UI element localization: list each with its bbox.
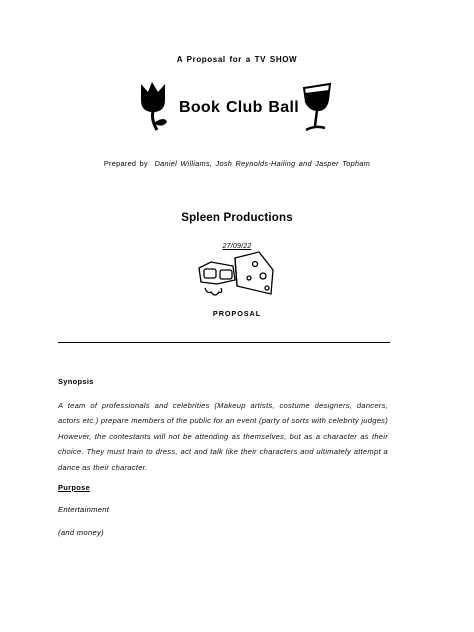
- company-date: 27/09/22: [222, 243, 252, 250]
- rose-icon: [137, 80, 173, 132]
- company-logo: [197, 250, 277, 304]
- document-subtitle: A Proposal for a TV SHOW: [176, 55, 298, 64]
- wine-glass-icon: [298, 82, 334, 134]
- purpose-line-1: Entertainment: [58, 505, 110, 514]
- show-title: Book Club Ball: [179, 99, 299, 116]
- prepared-names: Daniel Williams, Josh Reynolds-Hailing and Jasper Topham: [154, 159, 371, 168]
- divider: [58, 342, 390, 343]
- prepared-prefix: Prepared by: [103, 159, 148, 168]
- synopsis-heading: Synopsis: [58, 377, 94, 386]
- purpose-line-2: (and money): [58, 528, 104, 537]
- company-name: Spleen Productions: [181, 212, 293, 224]
- synopsis-text: A team of professionals and celebrities (Makeup artists, costume designers, dancers, actors etc.) prepare members of the public for an event (party of sorts with celebrity judges) However, the contestants will not be attending as themselves, but as a character as their choice. They must train to dress, act and talk like their characters and ultimately attempt a dance as their character.: [58, 401, 388, 472]
- purpose-heading: Purpose: [58, 483, 91, 492]
- prepared-by: [0, 159, 474, 168]
- proposal-label: PROPOSAL: [212, 309, 262, 318]
